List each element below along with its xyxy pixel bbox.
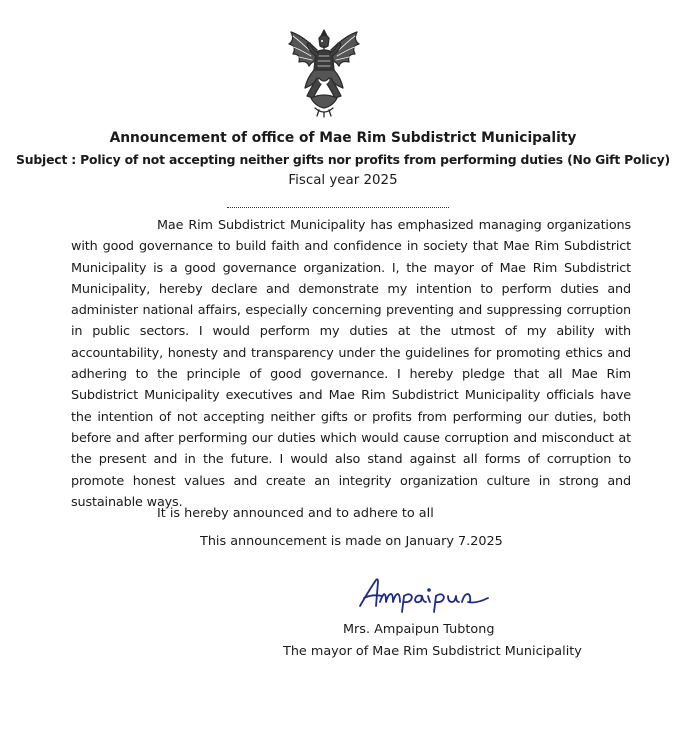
signer-name: Mrs. Ampaipun Tubtong [343, 622, 495, 637]
signer-title: The mayor of Mae Rim Subdistrict Municipality [283, 644, 582, 659]
announcement-date: This announcement is made on January 7.2025 [200, 534, 503, 549]
dotted-divider [227, 207, 449, 208]
handwritten-signature [356, 572, 496, 616]
title-block [0, 128, 686, 191]
body-paragraph: Mae Rim Subdistrict Municipality has emphasized managing organizations with good governance to build faith and confidence in society that Mae Rim Subdistrict Municipality is a good governance organization. I, the mayor of Mae Rim Subdistrict Municipality, hereby declare and demonstrate my intention to perform duties and administer national affairs, especially concerning preventing and suppressing corruption in public sectors. I would perform my duties at the utmost of my ability with accountability, honesty and transparency under the guidelines for promoting ethics and adhering to the principle of good governance. I hereby pledge that all Mae Rim Subdistrict Municipality executives and Mae Rim Subdistrict Municipality officials have the intention of not accepting neither gifts or profits from performing our duties, both before and after performing our duties which would cause corruption and misconduct at the present and in the future. I would also stand against all forms of corruption to promote honest values and create an integrity organization culture in strong and sustainable ways. [71, 218, 631, 510]
announcement-title: Announcement of office of Mae Rim Subdistrict Municipality [109, 130, 577, 146]
closing-statement: It is hereby announced and to adhere to all [157, 506, 434, 521]
garuda-emblem-icon [281, 26, 367, 118]
announcement-subject: Subject : Policy of not accepting neither gifts nor profits from performing duties (No Gift Policy) [16, 152, 670, 167]
fiscal-year: Fiscal year 2025 [288, 173, 398, 188]
